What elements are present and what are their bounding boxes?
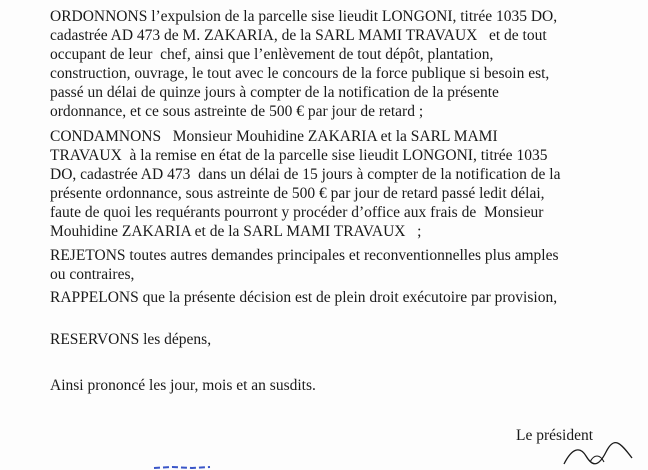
text-line: ORDONNONS l’expulsion de la parcelle sise lieudit LONGONI, titrée 1035 DO, xyxy=(50,8,558,25)
text-line: occupant de leur chef, ainsi que l’enlèvement de tout dépôt, plantation, xyxy=(50,46,494,63)
text-line: passé un délai de quinze jours à compter de la notification de la présente xyxy=(50,84,499,101)
paragraph-rappelons xyxy=(50,288,610,307)
text-line: ou contraires, xyxy=(50,266,135,283)
handwritten-signature xyxy=(560,438,640,470)
text-line: REJETONS toutes autres demandes principales et reconventionnelles plus amples xyxy=(50,247,559,264)
text-line: RAPPELONS que la présente décision est de plein droit exécutoire par provision, xyxy=(50,289,558,306)
text-line: présente ordonnance, sous astreinte de 500 € par jour de retard passé ledit délai, xyxy=(50,185,545,202)
paragraph-ordonnons xyxy=(50,7,610,121)
paragraph-reservons xyxy=(50,330,610,349)
text-line: Ainsi prononcé les jour, mois et an susdits. xyxy=(50,377,316,394)
signature-title: Le président xyxy=(516,427,594,444)
text-line: cadastrée AD 473 de M. ZAKARIA, de la SARL MAMI TRAVAUX et de tout xyxy=(50,27,547,44)
text-line: CONDAMNONS Monsieur Mouhidine ZAKARIA et la SARL MAMI xyxy=(50,128,498,145)
text-line: RESERVONS les dépens, xyxy=(50,331,212,348)
stamp-mark xyxy=(152,462,212,470)
text-line: DO, cadastrée AD 473 dans un délai de 15 jours à compter de la notification de la xyxy=(50,166,561,183)
paragraph-closing xyxy=(50,376,610,395)
text-line: TRAVAUX à la remise en état de la parcelle sise lieudit LONGONI, titrée 1035 xyxy=(50,147,548,164)
text-line: ordonnance, et ce sous astreinte de 500 € par jour de retard ; xyxy=(50,103,424,120)
text-line: Mouhidine ZAKARIA et de la SARL MAMI TRAVAUX ; xyxy=(50,223,422,240)
text-line: faute de quoi les requérants pourront y procéder d’office aux frais de Monsieur xyxy=(50,204,544,221)
paragraph-condamnons xyxy=(50,127,610,241)
text-line: construction, ouvrage, le tout avec le concours de la force publique si besoin est, xyxy=(50,65,550,82)
paragraph-rejetons xyxy=(50,246,610,284)
